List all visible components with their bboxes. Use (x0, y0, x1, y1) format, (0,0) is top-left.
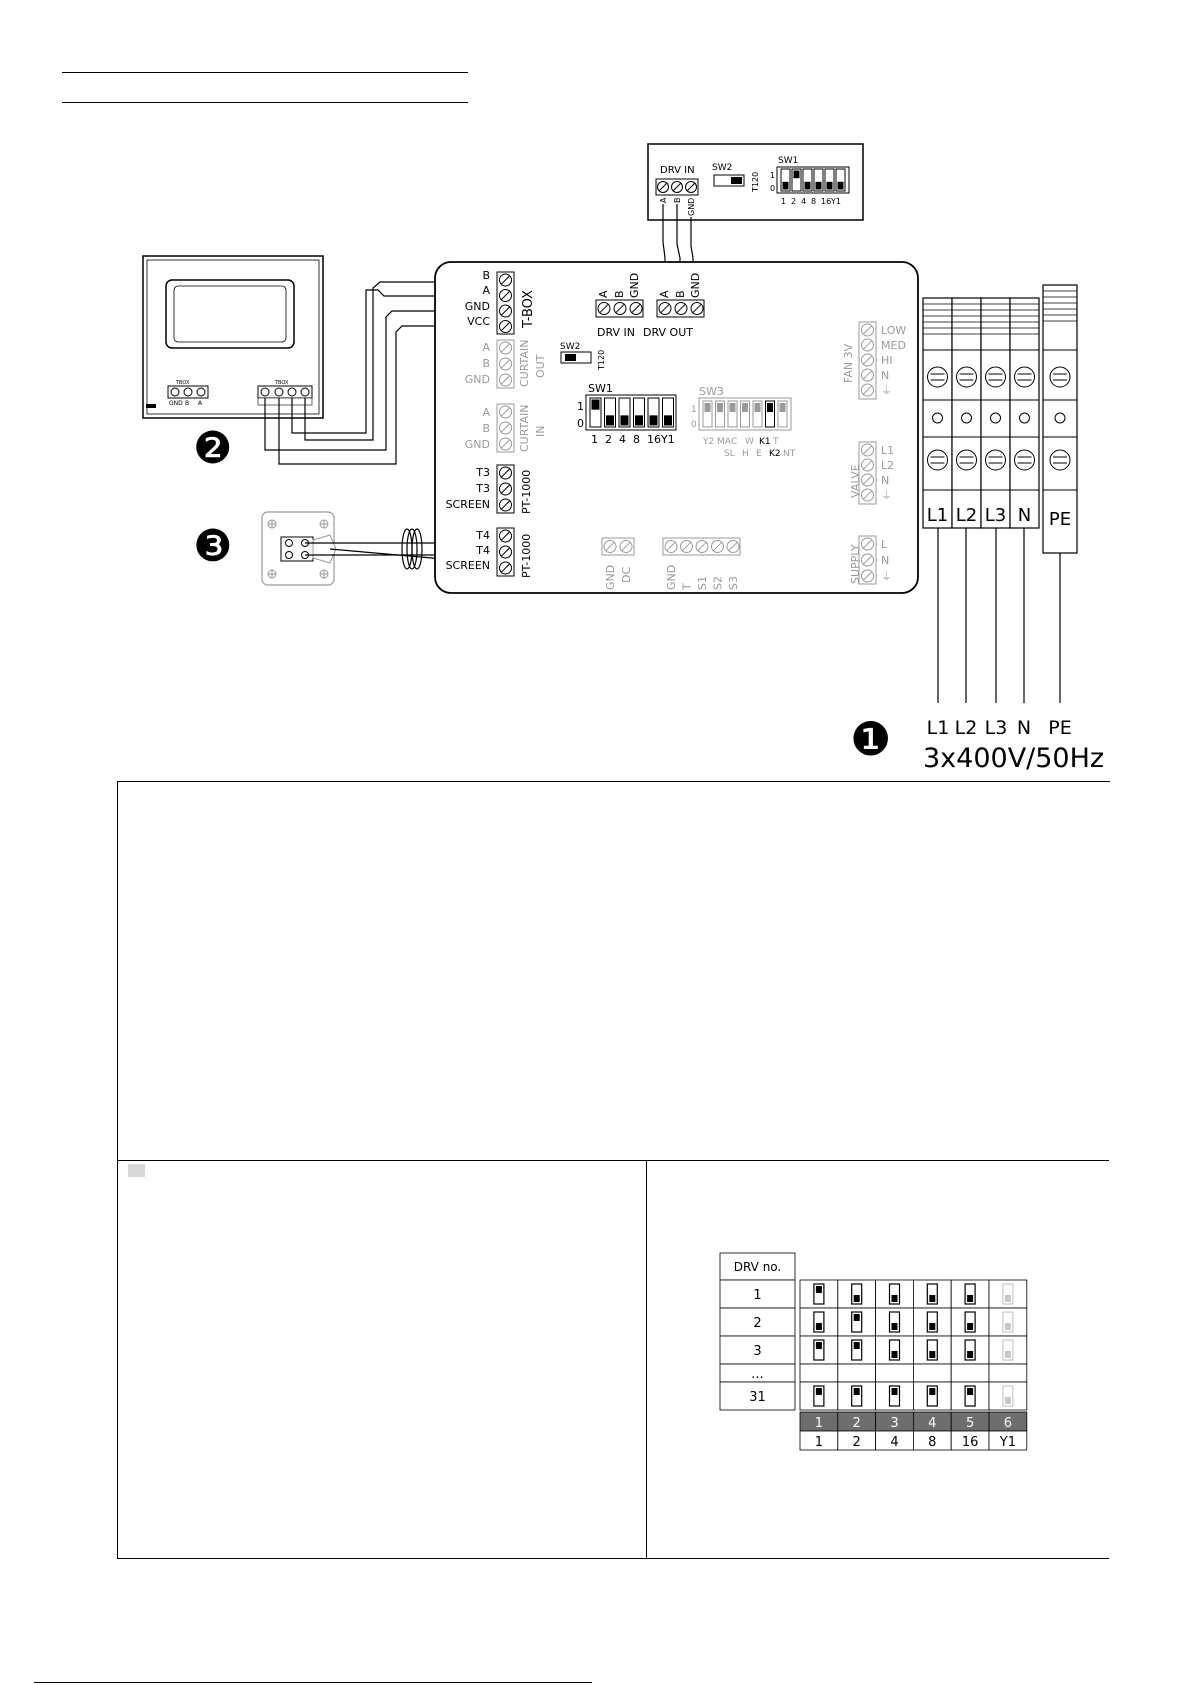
board-sw3-bottom-label-5: NT (783, 449, 796, 459)
curtain-in-terminal-block (497, 404, 514, 452)
supply-line-label-3: L3 (984, 717, 1008, 739)
curtain-out-title-2: OUT (534, 354, 547, 378)
tbox-right-tag: TBOX (275, 380, 289, 386)
top-sw1-number-6: Y1 (831, 197, 841, 206)
board-sw1-switch-1 (590, 398, 601, 427)
top-sw1-level-0: 0 (770, 184, 776, 193)
top-sw2-label: SW2 (712, 163, 733, 173)
tbox-pin-b: B (482, 269, 490, 282)
board-sw1-number-5: 16 (647, 433, 661, 446)
board-drv-in-pin-b: B (613, 290, 626, 298)
supply-line-label-5: PE (1048, 717, 1072, 739)
board-sw3-switch-4 (741, 401, 750, 427)
drv-table-row (720, 1364, 1027, 1382)
tbox-pin-a: A (482, 284, 490, 297)
tbox-left-pin-gnd: GND (169, 400, 183, 407)
drv-table-switch (965, 1386, 975, 1406)
board-sw3-top-label-5: K1 (759, 437, 771, 447)
board-drv-in-label: DRV IN (597, 326, 636, 339)
board-sw3-top-label-1: Y2 (703, 437, 715, 447)
power-terminal-l1 (923, 298, 952, 528)
board-sw3-switch-6 (766, 401, 775, 427)
drv-table-switch-value-1: 1 (814, 1435, 824, 1450)
board-sw2-sub: T120 (597, 349, 606, 370)
board-sw3-top-label-4: W (745, 437, 754, 447)
board-sw3-switch-1 (703, 401, 712, 427)
fan-pin-1: LOW (881, 324, 907, 337)
tbox-panel (143, 256, 323, 418)
top-sw1-number-1: 1 (781, 197, 787, 206)
board-sw3-switch-3 (728, 401, 737, 427)
curtain-out-title-1: CURTAIN (518, 339, 531, 387)
top-sw1-switch-5 (825, 169, 834, 191)
board-sw3-bottom-label-1: SL (724, 449, 735, 459)
top-sw1-level-1: 1 (770, 171, 776, 180)
curtain-in-title-2: IN (534, 425, 547, 437)
power-terminal-label-1: L1 (926, 505, 949, 526)
board-sw1-switch-5 (648, 398, 659, 427)
power-terminal-pe (1043, 285, 1077, 553)
t4-sensor (262, 512, 336, 585)
drv-table-switch-number-4: 4 (928, 1416, 937, 1431)
drv-table-switch (927, 1284, 937, 1304)
drv-table-row (720, 1308, 1027, 1336)
drv-table-switch (1003, 1312, 1013, 1332)
drv-table-switch (852, 1284, 862, 1304)
tbox-terminal-block (497, 272, 514, 334)
pt1000-t4-title: PT-1000 (520, 533, 533, 578)
wiring-diagram (0, 0, 1191, 790)
drv-table-switch (927, 1312, 937, 1332)
drv-table-switch-value-3: 4 (890, 1435, 899, 1450)
supply-pin-2: N (881, 554, 890, 567)
drv-table-switch (927, 1340, 937, 1360)
drv-table-switch (890, 1284, 900, 1304)
top-pin-gnd: GND (687, 197, 696, 216)
gnd-dc-label-gnd: GND (604, 564, 617, 590)
board-drv-in-pin-a: A (597, 290, 610, 298)
drv-table-switch (852, 1386, 862, 1406)
supply-line-label-1: L1 (926, 717, 950, 739)
power-terminal-label-5: PE (1048, 509, 1072, 530)
board-sw1-label: SW1 (588, 382, 613, 395)
tbox-left-pin-b: B (185, 400, 190, 407)
drv-table-switch (814, 1284, 824, 1304)
curtain-out-pin-b: B (482, 357, 490, 370)
curtain-in-pin-a: A (482, 406, 490, 419)
pt1000-t4-pin-1: T4 (476, 529, 490, 542)
lower-left-frame (117, 1160, 647, 1559)
valve-pin-2: L2 (881, 459, 895, 472)
drv-table-switch-value-2: 2 (852, 1435, 861, 1450)
board-drv-out-block (657, 300, 704, 317)
pt1000-t4-terminal-block (497, 528, 514, 576)
drv-table-row (720, 1382, 1027, 1410)
tbox-pin-gnd: GND (464, 300, 490, 313)
drv-table-row-label: 1 (753, 1288, 762, 1303)
fan-pin-2: MED (881, 339, 906, 352)
top-drv-in-label: DRV IN (660, 165, 695, 176)
drv-address-table (715, 1250, 1035, 1460)
tbox-left-pin-a: A (198, 400, 203, 407)
board-sw3-top-label-2: MA (717, 437, 731, 447)
board-sw1-number-6: Y1 (661, 433, 675, 446)
board-sw3-label: SW3 (699, 385, 724, 398)
top-sw1-switch-6 (836, 169, 845, 191)
drv-table-switch-value-5: 16 (961, 1435, 979, 1450)
sensor-label-4: S2 (711, 576, 725, 590)
valve-pin-3: N (881, 474, 890, 487)
marker-1: ❶ (850, 712, 892, 766)
tbox-pin-vcc: VCC (467, 315, 490, 328)
tbox-left-tag: TBOX (176, 380, 190, 386)
notes-frame (117, 781, 1110, 1160)
board-drv-in-pin-gnd: GND (628, 272, 641, 298)
fan-pin-5: ⏚ (881, 384, 892, 397)
drv-table-row-label: ... (751, 1367, 764, 1382)
drv-table-switch (814, 1312, 824, 1332)
sensor-label-3: S1 (696, 576, 709, 590)
top-sw2-sub: T120 (751, 171, 760, 192)
board-sw3-top-label-6: T (773, 437, 779, 447)
pt1000-t4-pin-screen: SCREEN (445, 559, 490, 572)
tbox-title: T-BOX (521, 290, 536, 328)
pt1000-t3-pin-screen: SCREEN (445, 498, 490, 511)
marker-2: ❷ (193, 423, 233, 474)
supply-pin-1: L (881, 538, 888, 551)
board-sw1-level-1: 1 (577, 400, 584, 413)
power-terminal-label-4: N (1017, 505, 1032, 526)
drv-table-row (720, 1280, 1027, 1308)
board-sw3-level-0: 0 (691, 420, 697, 430)
sensor-label-2: T (680, 583, 694, 590)
drv-table-switch (852, 1340, 862, 1360)
drv-table-switch (927, 1386, 937, 1406)
curtain-in-pin-gnd: GND (464, 438, 490, 451)
drv-table-row (720, 1336, 1027, 1364)
board-sw1-switch-6 (663, 398, 674, 427)
board-sw1-number-4: 8 (633, 433, 640, 446)
board-sw3-bottom-label-3: E (756, 449, 762, 459)
board-sw1-number-3: 4 (619, 433, 626, 446)
drv-table-switch (890, 1312, 900, 1332)
curtain-out-pin-a: A (482, 341, 490, 354)
top-pin-a: A (659, 197, 668, 203)
pt1000-t3-title: PT-1000 (520, 469, 533, 514)
valve-pin-4: ⏚ (881, 489, 892, 502)
drv-table-row-label: 31 (749, 1390, 766, 1405)
pt1000-t4-pin-2: T4 (476, 544, 490, 557)
valve-title: VALVE (849, 464, 862, 498)
drv-table-switch-number-2: 2 (852, 1416, 861, 1431)
drv-table-switch (965, 1312, 975, 1332)
gnd-dc-label-dc: DC (620, 566, 633, 583)
marker-3: ❸ (193, 521, 233, 572)
drv-table-switch (890, 1340, 900, 1360)
top-sw1-label: SW1 (778, 156, 799, 166)
drv-table-switch-value-6: Y1 (999, 1435, 1017, 1450)
drv-table-switch (965, 1284, 975, 1304)
drv-table-switch (1003, 1340, 1013, 1360)
board-sw1-switch-4 (634, 398, 645, 427)
drv-table-switch (965, 1340, 975, 1360)
board-sw1-switch-3 (619, 398, 630, 427)
power-terminal-label-3: L3 (984, 505, 1007, 526)
board-sw3-top-label-3: C (731, 437, 738, 447)
board-sw2-label: SW2 (560, 342, 581, 352)
board-sw3-bottom-label-2: H (742, 449, 749, 459)
supply-spec: 3x400V/50Hz (923, 743, 1105, 774)
top-sw1-number-4: 8 (811, 197, 817, 206)
supply-lines (927, 528, 1072, 739)
top-sw1-switch-3 (803, 169, 812, 191)
drv-table-row-label: 2 (753, 1316, 762, 1331)
supply-title: SUPPLY (849, 544, 862, 584)
drv-table-switch (814, 1386, 824, 1406)
top-drv-device (648, 144, 863, 220)
top-sw1-number-2: 2 (791, 197, 797, 206)
drv-table-switch-number-6: 6 (1003, 1416, 1013, 1431)
drv-table-switch (814, 1340, 824, 1360)
drv-table-switch (852, 1312, 862, 1332)
supply-line-label-2: L2 (954, 717, 978, 739)
top-drv-terminals (656, 179, 698, 195)
sensor-inputs-terminal-block (663, 538, 740, 555)
gnd-dc-terminal-block (602, 538, 634, 555)
curtain-in-title-1: CURTAIN (518, 404, 531, 452)
drv-table-switch (1003, 1386, 1013, 1406)
power-terminal-label-2: L2 (955, 505, 978, 526)
drv-table-switch-number-1: 1 (814, 1416, 824, 1431)
curtain-out-terminal-block (497, 340, 514, 388)
drv-table-row-label: 3 (753, 1344, 762, 1359)
drv-table-switch-value-4: 8 (928, 1435, 937, 1450)
board-sw1-level-0: 0 (577, 417, 584, 430)
board-drv-out-pin-a: A (658, 290, 671, 298)
board-drv-in-block (596, 300, 643, 317)
footer-rule (34, 1682, 592, 1683)
top-sw1-switch-1 (781, 169, 790, 191)
curtain-out-pin-gnd: GND (464, 373, 490, 386)
pt1000-t3-pin-1: T3 (476, 466, 490, 479)
board-sw3-bottom-label-4: K2 (769, 449, 781, 459)
top-sw1-switch-2 (792, 169, 801, 191)
drv-table-switch-number-3: 3 (890, 1416, 899, 1431)
board-sw1-number-1: 1 (591, 433, 598, 446)
sensor-label-1: GND (665, 564, 678, 590)
supply-pin-3: ⏚ (881, 570, 892, 583)
board-sw1-switch-2 (605, 398, 616, 427)
power-terminal-n (1010, 298, 1039, 528)
pt1000-t3-terminal-block (497, 465, 514, 513)
top-pin-b: B (673, 197, 682, 203)
drv-table-switch (1003, 1284, 1013, 1304)
drv-table-switch-number-5: 5 (965, 1416, 975, 1431)
board-drv-out-pin-gnd: GND (689, 272, 702, 298)
board-sw3-switch-5 (753, 401, 762, 427)
board-sw3-level-1: 1 (691, 405, 697, 415)
board-sw3-switches (703, 401, 787, 427)
drv-table-switch (890, 1386, 900, 1406)
note-marker-box (128, 1164, 145, 1177)
board-drv-out-pin-b: B (674, 290, 687, 298)
fan-pin-3: HI (881, 354, 893, 367)
board-drv-out-label: DRV OUT (643, 326, 693, 339)
valve-pin-1: L1 (881, 444, 895, 457)
sensor-label-5: S3 (727, 576, 740, 590)
board-sw1-number-2: 2 (605, 433, 612, 446)
top-sw1-number-3: 4 (801, 197, 807, 206)
pt1000-t3-pin-2: T3 (476, 482, 490, 495)
board-sw3-switch-2 (716, 401, 725, 427)
drv-table-header: DRV no. (733, 1260, 782, 1274)
fan-pin-4: N (881, 369, 890, 382)
fan-terminal-block (859, 322, 876, 399)
power-terminal-l2 (952, 298, 981, 528)
supply-line-label-4: N (1016, 717, 1032, 739)
top-sw1-switch-4 (814, 169, 823, 191)
fan-title: FAN 3V (842, 343, 855, 383)
power-terminal-rail (923, 285, 1077, 553)
power-terminal-l3 (981, 298, 1010, 528)
top-sw1-number-5: 16 (821, 197, 832, 206)
board-sw3-switch-7 (778, 401, 787, 427)
curtain-in-pin-b: B (482, 422, 490, 435)
